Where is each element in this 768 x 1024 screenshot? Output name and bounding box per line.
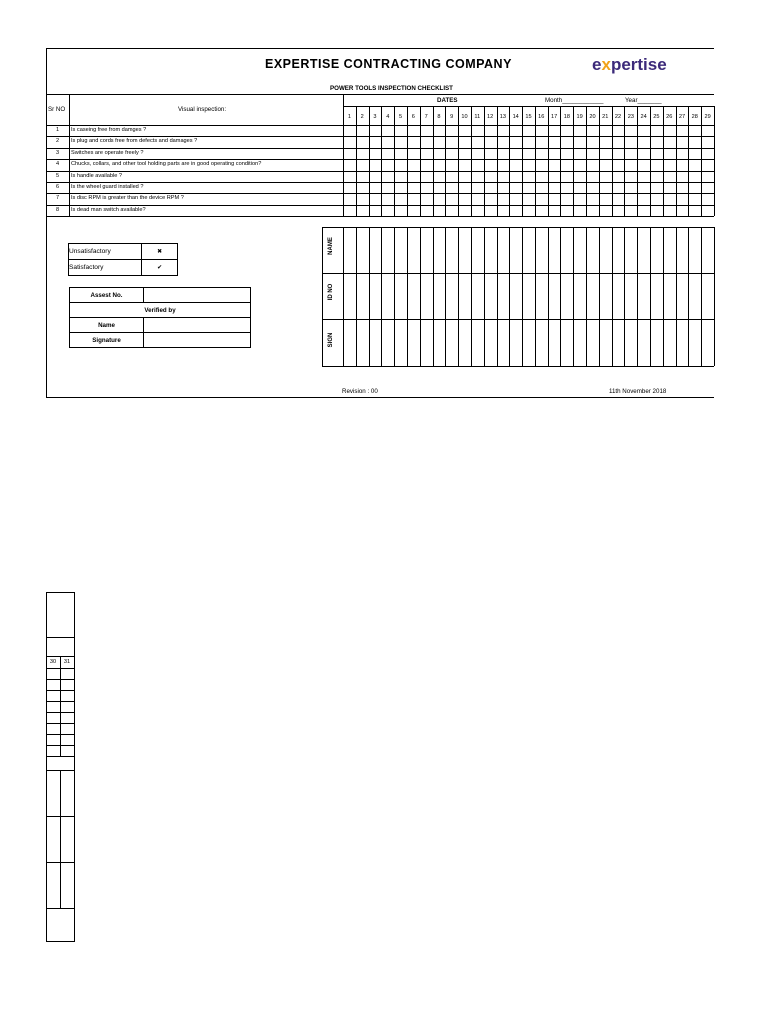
date-column-line	[714, 106, 715, 216]
day-number: 19	[576, 114, 583, 120]
date-column-line	[560, 106, 561, 216]
item-text: Is the wheel guard installed ?	[71, 184, 144, 190]
sign-column-line	[612, 227, 613, 366]
sign-column-line	[650, 227, 651, 366]
date-column-line	[433, 106, 434, 216]
sign-column-line	[356, 227, 357, 366]
sign-column-line	[599, 227, 600, 366]
date-column-line	[343, 106, 344, 216]
date-column-line	[471, 106, 472, 216]
sign-row-label: SIGN	[328, 332, 334, 348]
date-column-line	[650, 106, 651, 216]
date-column-line	[394, 106, 395, 216]
rule	[74, 592, 75, 942]
satisfactory-label: Satisfactory	[69, 260, 142, 276]
day-number: 13	[499, 114, 507, 120]
day-number: 4	[386, 114, 390, 120]
date-column-line	[663, 106, 664, 216]
day-number: 6	[411, 114, 415, 120]
asset-no-field[interactable]	[144, 288, 251, 303]
day-number: 10	[461, 114, 468, 120]
page-top-border	[46, 48, 714, 49]
item-number: 5	[55, 172, 60, 179]
date-column-line	[356, 106, 357, 216]
sign-column-line	[714, 227, 715, 366]
date-column-line	[599, 106, 600, 216]
day-number: 29	[704, 114, 711, 120]
sign-column-line	[586, 227, 587, 366]
sign-column-line	[637, 227, 638, 366]
overflow-row-line	[46, 756, 74, 757]
overflow-sign-column	[60, 770, 61, 908]
signature-field[interactable]	[144, 333, 251, 348]
day-number: 5	[399, 114, 403, 120]
date-column-line	[445, 106, 446, 216]
sign-column-line	[522, 227, 523, 366]
item-row-line	[46, 148, 714, 149]
date-column-line	[624, 106, 625, 216]
name-row-label: NAME	[328, 237, 334, 255]
date-column-line	[509, 106, 510, 216]
sign-row-line	[322, 366, 714, 367]
item-text: Is disc RPM is greater than the device RPM ?	[71, 195, 184, 202]
day-number: 21	[602, 114, 609, 120]
rule	[46, 94, 714, 95]
item-number: 1	[55, 127, 60, 133]
item-number: 7	[55, 195, 60, 202]
revision-text: Revision : 00	[342, 388, 378, 395]
item-row-line	[46, 136, 714, 137]
date-column-line	[573, 106, 574, 216]
rule	[69, 94, 70, 216]
rule	[46, 125, 714, 126]
signature-label: Signature	[70, 333, 144, 348]
sign-column-line	[701, 227, 702, 366]
cross-icon: ✖	[142, 244, 178, 260]
day-number: 9	[450, 114, 454, 120]
check-icon: ✔	[142, 260, 178, 276]
year-field: Year_______	[625, 97, 662, 104]
day-number: 23	[627, 114, 634, 120]
verified-by-label: Verified by	[70, 303, 251, 318]
item-row-line	[46, 216, 714, 217]
sign-column-line	[471, 227, 472, 366]
date-column-line	[484, 106, 485, 216]
day-number: 18	[563, 114, 570, 120]
page-left-border	[46, 48, 47, 398]
sign-column-line	[573, 227, 574, 366]
item-text: Is plug and cords free from defects and damages ?	[71, 138, 198, 145]
day-number: 2	[360, 114, 364, 120]
month-field: Month____________	[545, 97, 604, 104]
asset-no-label: Assest No.	[70, 288, 144, 303]
item-row-line	[46, 205, 714, 206]
sign-column-line	[381, 227, 382, 366]
day-number: 16	[538, 114, 545, 120]
visual-inspection-header: Visual inspection:	[178, 106, 227, 113]
date-text: 11th November 2018	[609, 388, 667, 395]
sign-column-line	[343, 227, 344, 366]
sign-column-line	[458, 227, 459, 366]
date-column-line	[381, 106, 382, 216]
item-text: Is dead man switch available?	[71, 206, 146, 213]
sign-column-line	[484, 227, 485, 366]
day-number: 15	[525, 114, 532, 120]
overflow-day-number: 30	[49, 659, 57, 665]
rule	[46, 941, 74, 942]
item-row-line	[46, 182, 714, 183]
sign-column-line	[535, 227, 536, 366]
sign-column-line	[420, 227, 421, 366]
item-text: Switches are operate freely ?	[71, 149, 144, 156]
day-number: 11	[474, 114, 481, 120]
overflow-day-number: 31	[63, 659, 71, 665]
day-number: 3	[373, 114, 377, 120]
date-column-line	[522, 106, 523, 216]
sign-column-line	[548, 227, 549, 366]
date-column-line	[458, 106, 459, 216]
sign-column-line	[509, 227, 510, 366]
overflow-column-line	[60, 656, 61, 756]
day-number: 22	[614, 114, 622, 120]
item-text: Is caseing free from damges ?	[71, 127, 147, 133]
item-number: 4	[55, 161, 60, 168]
unsatisfactory-label: Unsatisfactory	[69, 244, 142, 260]
day-number: 14	[512, 114, 519, 120]
company-title: EXPERTISE CONTRACTING COMPANY	[265, 57, 512, 71]
day-number: 27	[678, 114, 686, 120]
sign-grid-left	[322, 227, 323, 366]
day-number: 12	[486, 114, 494, 120]
item-row-line	[46, 159, 714, 160]
sign-column-line	[394, 227, 395, 366]
date-column-line	[701, 106, 702, 216]
overflow-left-border	[46, 592, 47, 942]
name-label: Name	[70, 318, 144, 333]
item-row-line	[46, 193, 714, 194]
item-row-line	[46, 171, 714, 172]
sr-no-header: Sr NO	[48, 106, 66, 113]
rule	[343, 106, 714, 107]
day-number: 7	[424, 114, 428, 120]
day-number: 1	[347, 114, 351, 120]
sign-column-line	[560, 227, 561, 366]
day-number: 28	[691, 114, 698, 120]
day-number: 25	[653, 114, 660, 120]
overflow-sign-line	[46, 908, 74, 909]
day-number: 8	[437, 114, 441, 120]
company-logo: expertise	[592, 55, 667, 74]
date-column-line	[586, 106, 587, 216]
date-column-line	[612, 106, 613, 216]
id-row-label: ID NO	[328, 283, 334, 301]
sign-column-line	[676, 227, 677, 366]
item-number: 2	[55, 138, 60, 145]
sign-column-line	[433, 227, 434, 366]
item-number: 8	[55, 206, 60, 213]
item-text: Is handle available ?	[71, 172, 123, 179]
sign-column-line	[445, 227, 446, 366]
item-number: 3	[55, 149, 60, 156]
date-column-line	[676, 106, 677, 216]
date-column-line	[369, 106, 370, 216]
date-column-line	[637, 106, 638, 216]
sign-column-line	[688, 227, 689, 366]
sign-column-line	[624, 227, 625, 366]
sign-column-line	[369, 227, 370, 366]
sign-column-line	[407, 227, 408, 366]
day-number: 17	[550, 114, 558, 120]
date-column-line	[688, 106, 689, 216]
item-number: 6	[55, 184, 60, 190]
day-number: 26	[666, 114, 673, 120]
rule	[46, 592, 74, 593]
date-column-line	[535, 106, 536, 216]
item-text: Chucks, collars, and other tool holding parts are in good operating condition?	[71, 161, 262, 168]
rule	[46, 637, 74, 638]
date-column-line	[407, 106, 408, 216]
sign-column-line	[497, 227, 498, 366]
date-column-line	[548, 106, 549, 216]
day-number: 24	[640, 114, 647, 120]
day-number: 20	[589, 114, 596, 120]
page-bottom-border	[46, 397, 714, 398]
date-column-line	[497, 106, 498, 216]
verification-table	[69, 287, 251, 348]
name-field[interactable]	[144, 318, 251, 333]
sign-column-line	[663, 227, 664, 366]
date-column-line	[420, 106, 421, 216]
legend-table	[68, 243, 178, 276]
checklist-subtitle: POWER TOOLS INSPECTION CHECKLIST	[330, 85, 453, 92]
dates-header: DATES	[437, 97, 458, 104]
